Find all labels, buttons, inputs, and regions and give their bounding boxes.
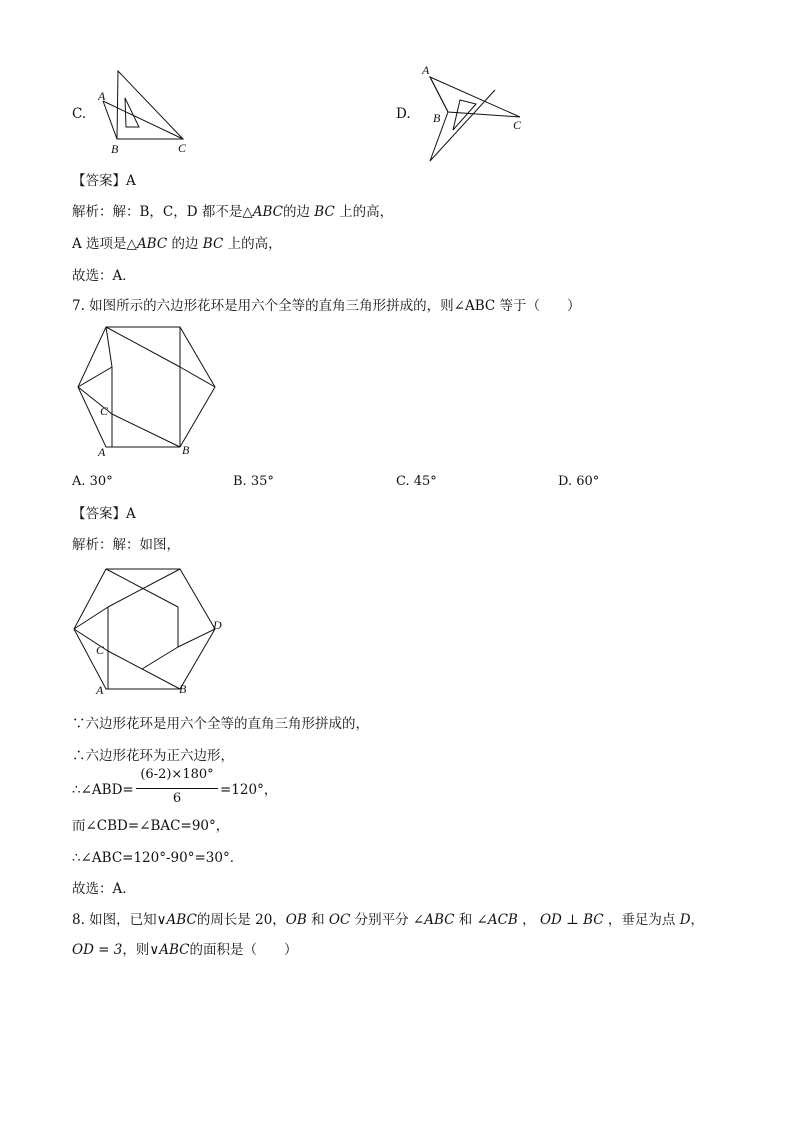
- q7-answer: 【答案】A: [72, 506, 136, 522]
- q8-line2: OD = 3，则∨ABC的面积是（ ）: [72, 942, 298, 958]
- q7-conclusion: 故选：A．: [72, 881, 136, 897]
- q7-option-b: B. 35°: [233, 474, 274, 489]
- q7-analysis: 解析：解：如图，: [72, 537, 180, 553]
- figure-hexagon-2: [72, 567, 232, 697]
- q7-step1: ∵六边形花环是用六个全等的直角三角形拼成的，: [72, 716, 369, 732]
- hex2-label-c: C: [96, 643, 105, 657]
- q7-step4: 而∠CBD=∠BAC=90°，: [72, 818, 230, 834]
- q7-step3-suffix: =120°，: [220, 782, 278, 798]
- figure-hexagon-1: [72, 325, 222, 459]
- q7-step3-denominator: 6: [172, 791, 182, 806]
- figure-option-c: [95, 65, 195, 155]
- q6-answer: 【答案】A: [72, 173, 136, 189]
- q6-analysis-line1: 解析：解：B，C，D 都不是△ABC的边 BC 上的高，: [72, 204, 394, 220]
- fig-c-label-c: C: [178, 141, 187, 155]
- fig-c-label-b: B: [111, 142, 119, 156]
- hex2-label-b: B: [179, 682, 187, 696]
- hex2-label-a: A: [96, 683, 104, 697]
- fig-d-label-c: C: [513, 118, 522, 132]
- fig-c-label-a: A: [98, 89, 106, 103]
- fraction-bar: [136, 788, 218, 789]
- q7-option-a: A. 30°: [72, 474, 113, 489]
- q7-option-c: C. 45°: [396, 474, 437, 489]
- hex1-label-b: B: [182, 443, 190, 457]
- fig-d-label-a: A: [422, 63, 430, 77]
- q7-option-d: D. 60°: [558, 474, 600, 489]
- q7-step3-prefix: ∴∠ABD=: [72, 782, 134, 798]
- q6-analysis-line2: A 选项是△ABC 的边 BC 上的高，: [72, 236, 282, 252]
- option-d-label: D.: [396, 106, 411, 122]
- q7-step5: ∴∠ABC=120°-90°=30°．: [72, 850, 244, 866]
- figure-option-d: [420, 62, 530, 162]
- q7-question: 7. 如图所示的六边形花环是用六个全等的直角三角形拼成的，则∠ABC 等于（ ）: [72, 298, 581, 314]
- hex2-label-d: D: [213, 618, 222, 632]
- q7-step2: ∴六边形花环为正六边形，: [72, 748, 234, 764]
- hex1-label-c: C: [100, 404, 109, 418]
- q6-conclusion: 故选：A．: [72, 268, 136, 284]
- fig-d-label-b: B: [433, 111, 441, 125]
- q7-step3-numerator: (6-2)×180°: [140, 767, 214, 782]
- hex1-label-a: A: [98, 445, 106, 459]
- option-c-label: C.: [72, 106, 87, 122]
- q8-line1: 8. 如图，已知∨ABC的周长是 20，OB 和 OC 分别平分 ∠ABC 和 ∠ACB ， OD ⊥ BC ，垂足为点 D，: [72, 912, 705, 928]
